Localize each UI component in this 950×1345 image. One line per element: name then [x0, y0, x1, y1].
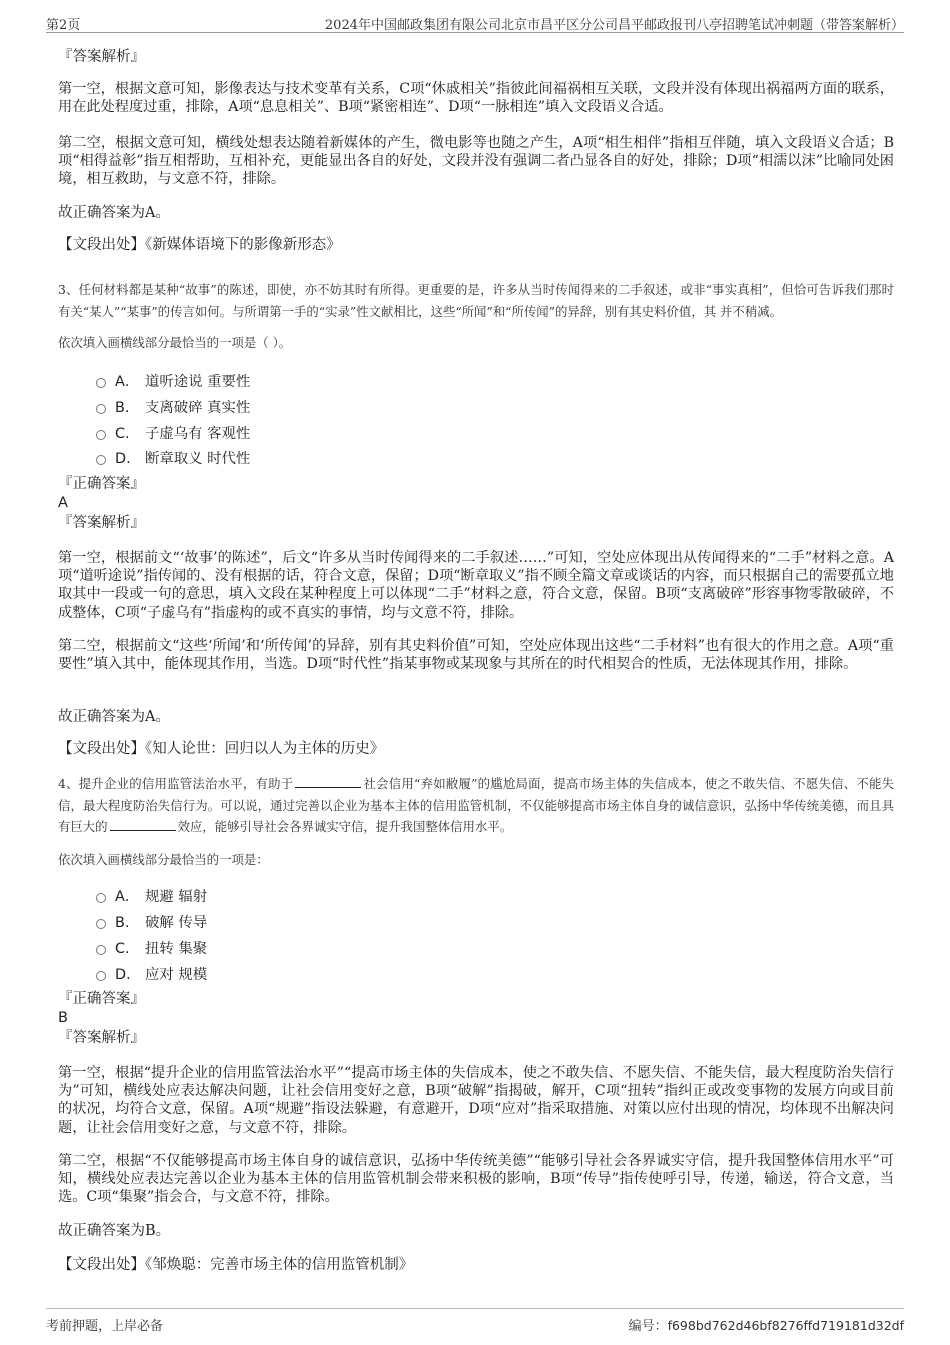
correct-answer-label: 『正确答案』: [58, 476, 145, 492]
question-4-stem: 4、提升企业的信用监管法治水平，有助于 社会信用“弃如敝履”的尴尬局面，提高市场主体的失信成本，使之不敢失信、不愿失信、不能失信，最大程度防治失信行为。可以说，通过完善以企业为基本主体的信用监管机制，不仅能够提高市场主体自身的诚信意识，弘扬中华传统美德，而且具有巨大的 效应，能够引导社会各界诚实守信，提升我国整体信用水平。: [58, 776, 894, 834]
question-3-option-a[interactable]: A． 道听途说 重要性: [96, 370, 250, 391]
question-3-stem: 3、任何材料都是某种“故事”的陈述，即使，亦不妨其时有所得。更重要的是，许多从当时传闻得来的二手叙述，或非“事实真相”，但恰可告诉我们那时有关“某人”“某事”的传言如何。与所谓第一手的“实录”性文献相比，这些“所闻”和“所传闻”的异辞，别有其史料价值，其 并不稍减。: [58, 282, 894, 319]
analysis-paragraph-2: 第二空，根据文意可知，横线处想表达随着新媒体的产生，微电影等也随之产生，A项“相生相伴”指相互伴随，填入文段语义合适；B项“相得益彰”指互相帮助，互相补充，更能显出各自的好处，文段并没有强调二者凸显各自的好处，排除；D项“相濡以沫”比喻同处困境，相互救助，与文意不符，排除。: [58, 135, 894, 188]
analysis-label: 『答案解析』: [58, 49, 145, 65]
source-citation: 【文段出处】《邹焕聪：完善市场主体的信用监管机制》: [58, 1257, 414, 1273]
document-code: 编号：f698bd762d46bf8276ffd719181d32df: [628, 1318, 904, 1334]
question-4-option-c[interactable]: C. 扭转 集聚: [96, 937, 207, 958]
radio-button[interactable]: [96, 404, 106, 414]
question-4-option-b[interactable]: B. 破解 传导: [96, 911, 207, 932]
page-number: 第2页: [46, 18, 81, 33]
radio-button[interactable]: [96, 378, 106, 388]
source-citation: 【文段出处】《知人论世：回归以人为主体的历史》: [58, 741, 385, 757]
radio-button[interactable]: [96, 919, 106, 929]
source-citation: 【文段出处】《新媒体语境下的影像新形态》: [58, 237, 341, 253]
question-4-option-a[interactable]: A． 规避 辐射: [96, 885, 207, 906]
fill-blank-2: [110, 817, 176, 831]
conclusion: 故正确答案为B。: [58, 1223, 171, 1239]
conclusion: 故正确答案为A。: [58, 709, 170, 725]
page-footer: [46, 1308, 904, 1333]
correct-answer-value: A: [58, 495, 68, 511]
radio-button[interactable]: [96, 893, 106, 903]
question-3-option-c[interactable]: C. 子虚乌有 客观性: [96, 422, 250, 443]
analysis-paragraph-1: 第一空，根据前文“‘故事’的陈述”，后文“许多从当时传闻得来的二手叙述……”可知，空处应体现出从传闻得来的“二手”材料之意。A项“道听途说”指传闻的、没有根据的话，符合文意，保留；D项“断章取义”指不顾全篇文章或谈话的内容，而只根据自己的需要孤立地取其中一段或一句的意思，填入文段在某种程度上可以体现“二手”材料之意，符合文意，保留。B项“支离破碎”形容事物零散破碎，不成整体，C项“子虚乌有”指虚构的或不真实的事情，均与文意不符，排除。: [58, 550, 894, 621]
question-3-option-b[interactable]: B. 支离破碎 真实性: [96, 396, 250, 417]
analysis-paragraph-2: 第二空，根据“不仅能够提高市场主体自身的诚信意识，弘扬中华传统美德”“能够引导社会各界诚实守信，提升我国整体信用水平”可知，横线处应表达完善以企业为基本主体的信用监管机制会带来积极的影响，B项“传导”指传使呼引导，传递，输送，符合文意，当选。C项“集聚”指会合，与文意不符，排除。: [58, 1153, 894, 1206]
footer-slogan: 考前押题，上岸必备: [46, 1319, 164, 1334]
radio-button[interactable]: [96, 430, 106, 440]
radio-button[interactable]: [96, 971, 106, 981]
question-4-option-d[interactable]: D. 应对 规模: [96, 963, 207, 984]
analysis-paragraph-2: 第二空，根据前文“这些‘所闻’和‘所传闻’的异辞，别有其史料价值”可知，空处应体现出这些“二手材料”也有很大的作用之意。A项“重要性”填入其中，能体现其作用，当选。D项“时代性”指某事物或某现象与其所在的时代相契合的性质，无法体现其作用，排除。: [58, 638, 894, 673]
analysis-label: 『答案解析』: [58, 1030, 145, 1046]
document-title: 2024年中国邮政集团有限公司北京市昌平区分公司昌平邮政报刊八亭招聘笔试冲刺题（带答案解析）: [324, 18, 904, 33]
question-4-prompt: 依次填入画横线部分最恰当的一项是：: [58, 852, 269, 867]
correct-answer-label: 『正确答案』: [58, 991, 145, 1007]
radio-button[interactable]: [96, 945, 106, 955]
question-3-option-d[interactable]: D. 断章取义 时代性: [96, 447, 250, 468]
fill-blank-1: [295, 774, 361, 788]
radio-button[interactable]: [96, 455, 106, 465]
page-header: [46, 12, 904, 33]
conclusion: 故正确答案为A。: [58, 205, 170, 221]
analysis-label: 『答案解析』: [58, 515, 145, 531]
analysis-paragraph-1: 第一空，根据“提升企业的信用监管法治水平”“提高市场主体的失信成本，使之不敢失信、不愿失信、不能失信，最大程度防治失信行为”可知，横线处应表达解决问题，让社会信用变好之意，B项“破解”指揭破，解开，C项“扭转”指纠正或改变事物的发展方向或目前的状况，均符合文意，保留。A项“规避”指设法躲避，有意避开，D项“应对”指采取措施、对策以应付出现的情况，均体现不出解决问题，让社会信用变好之意，与文意不符，排除。: [58, 1065, 894, 1136]
correct-answer-value: B: [58, 1010, 68, 1026]
analysis-paragraph-1: 第一空，根据文意可知，影像表达与技术变革有关系，C项“休戚相关”指彼此间福祸相互关联，文段并没有体现出祸福两方面的联系，用在此处程度过重，排除，A项“息息相关”、B项“紧密相连”、D项“一脉相连”填入文段语义合适。: [58, 81, 894, 116]
question-3-prompt: 依次填入画横线部分最恰当的一项是（ ）。: [58, 335, 292, 350]
